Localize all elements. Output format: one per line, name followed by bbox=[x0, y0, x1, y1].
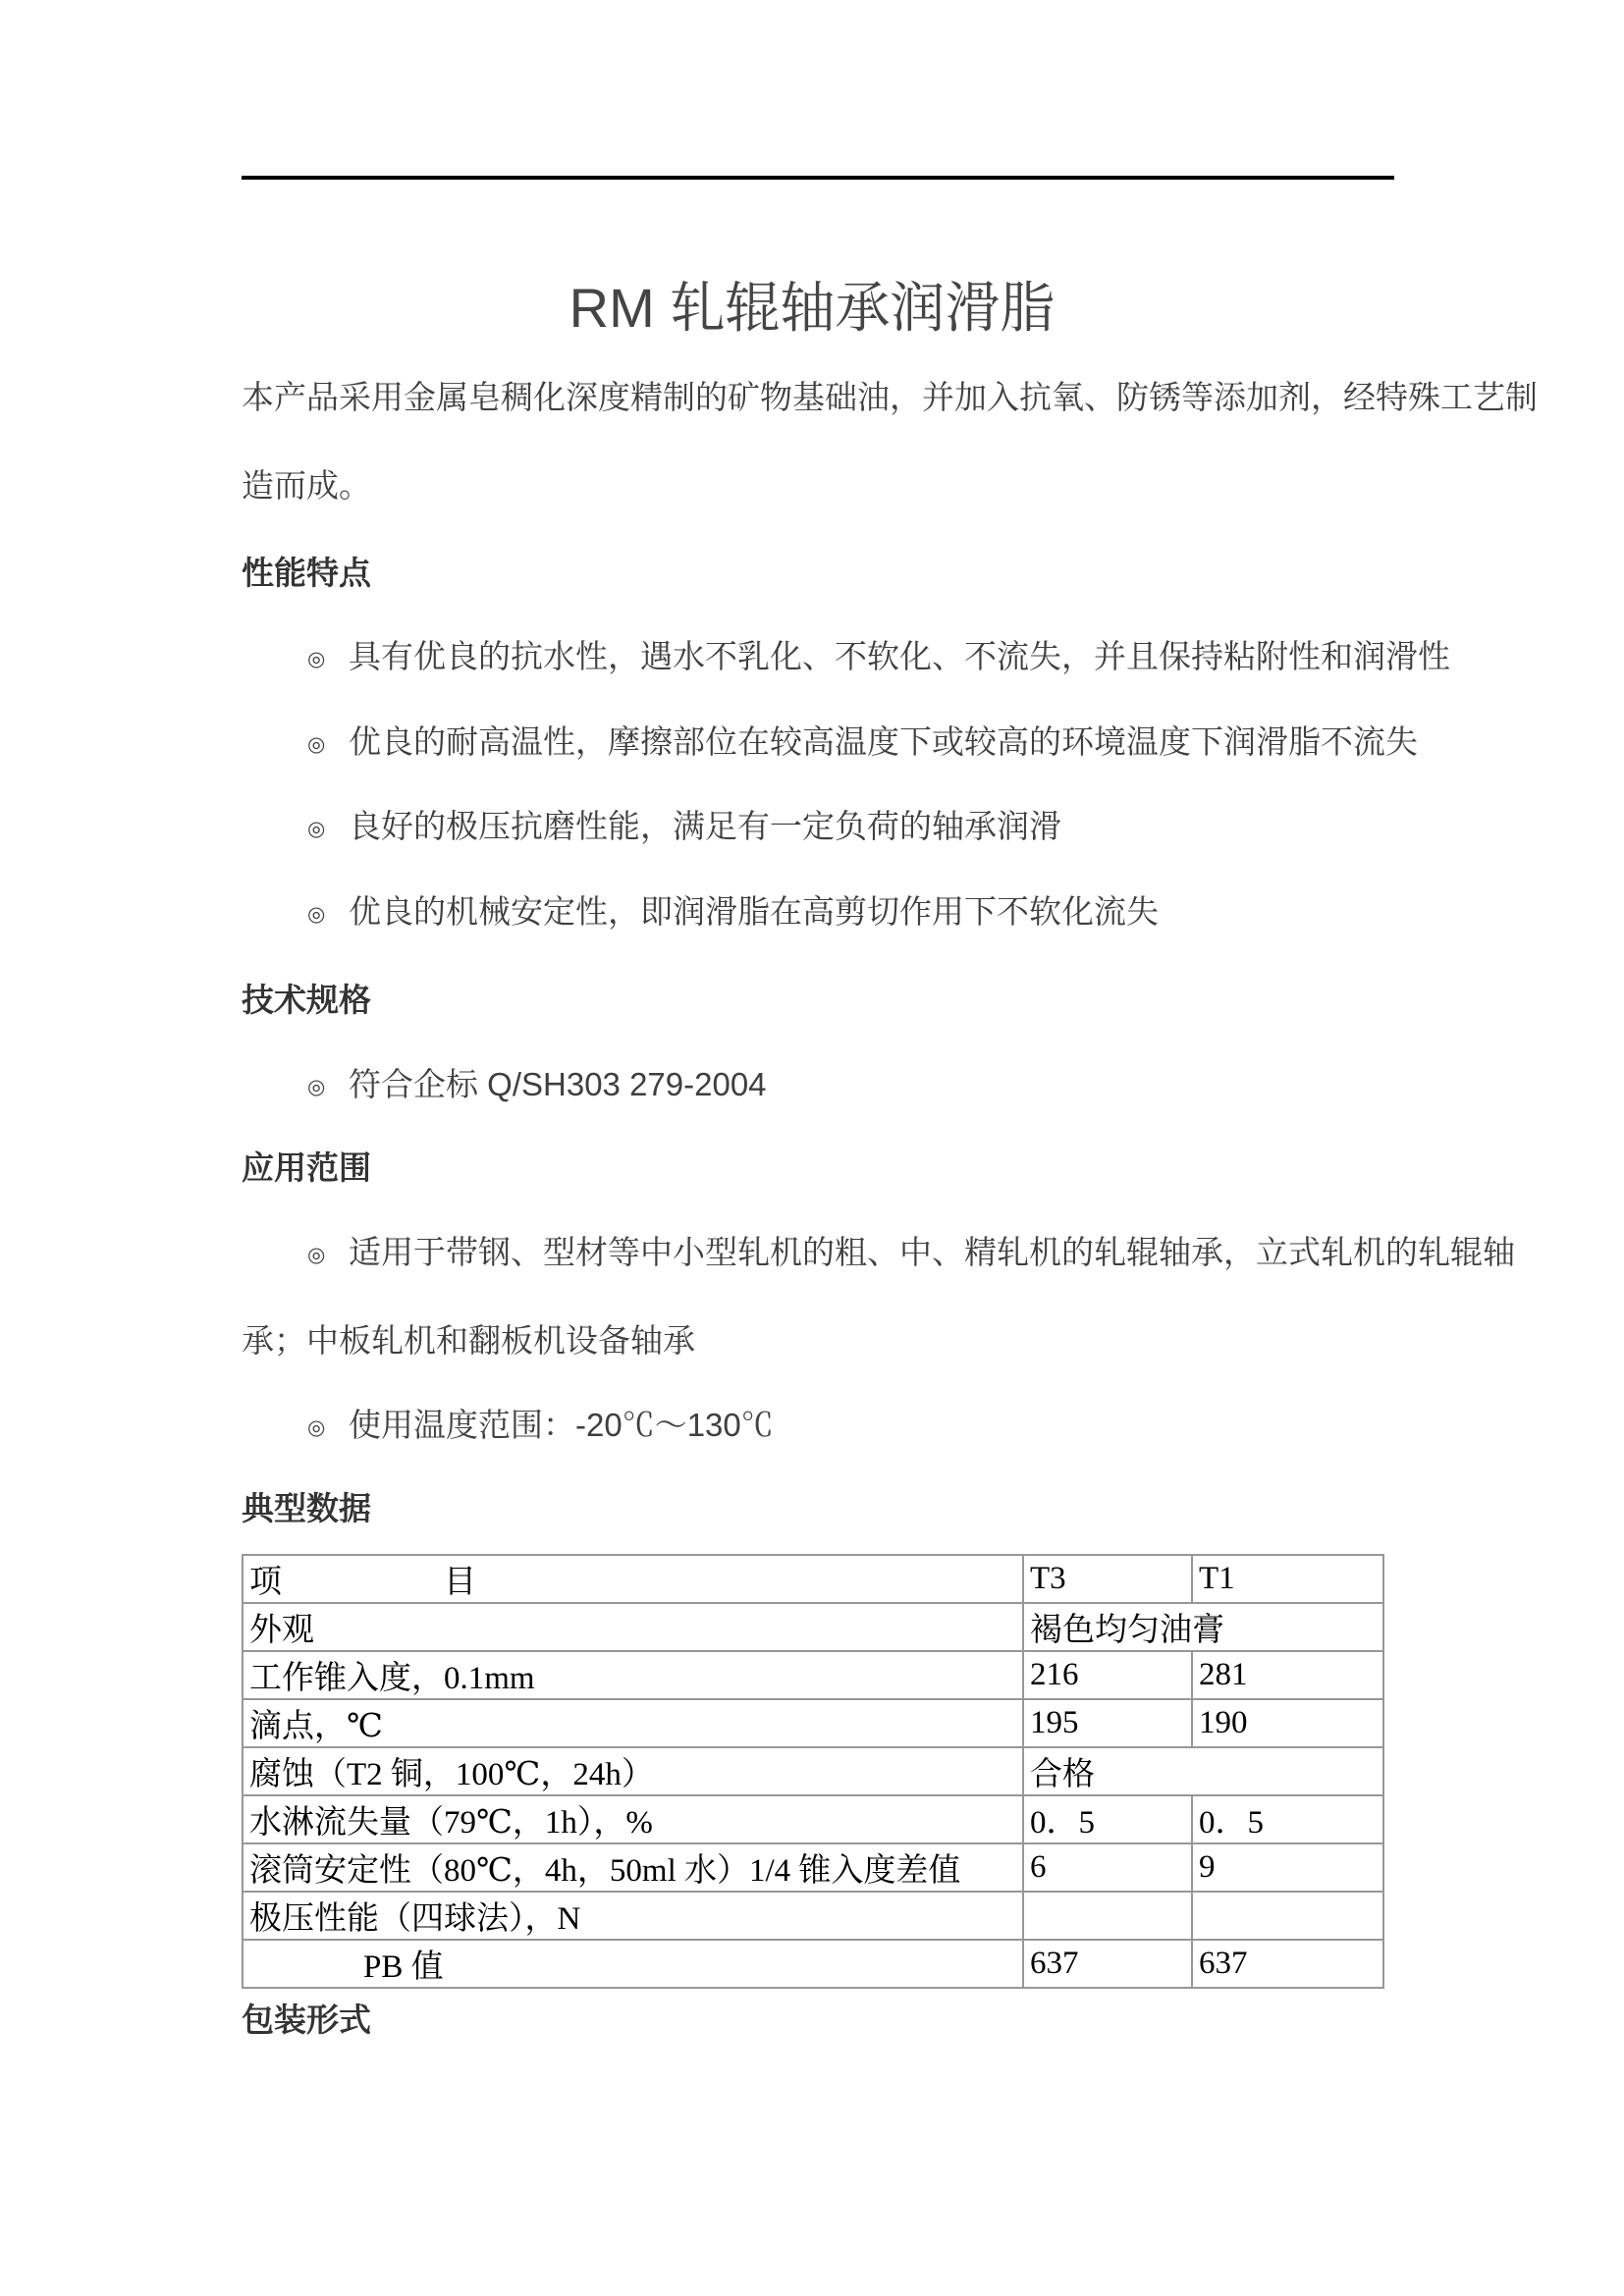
intro-line-2: 造而成。 bbox=[242, 467, 371, 504]
bullet-icon: ◎ bbox=[307, 1244, 326, 1266]
table-row bbox=[243, 1843, 1383, 1892]
application-text: 适用于带钢、型材等中小型轧机的粗、中、精轧机的轧辊轴承，立式轧机的轧辊轴 bbox=[349, 1234, 1515, 1270]
row-t1-cell: 190 bbox=[1192, 1699, 1383, 1747]
row-label-cell: 滚筒安定性（80℃，4h，50ml 水）1/4 锥入度差值 bbox=[243, 1843, 1023, 1892]
header-t1-cell: T1 bbox=[1192, 1555, 1383, 1603]
header-t3-cell: T3 bbox=[1023, 1555, 1192, 1603]
row-t3-cell bbox=[1023, 1892, 1192, 1940]
feature-text: 优良的耐高温性，摩擦部位在较高温度下或较高的环境温度下润滑脂不流失 bbox=[349, 723, 1418, 760]
table-row bbox=[243, 1940, 1383, 1988]
bullet-icon: ◎ bbox=[307, 733, 326, 756]
feature-item bbox=[307, 805, 1427, 851]
row-label-cell: 水淋流失量（79℃，1h），% bbox=[243, 1795, 1023, 1843]
row-t1-cell: 637 bbox=[1192, 1940, 1383, 1988]
feature-text: 具有优良的抗水性，遇水不乳化、不软化、不流失，并且保持粘附性和润滑性 bbox=[349, 638, 1450, 674]
row-label-cell: 工作锥入度，0.1mm bbox=[243, 1651, 1023, 1699]
table-row bbox=[243, 1651, 1383, 1699]
temperature-range-text: 使用温度范围：-20℃～130℃ bbox=[349, 1407, 774, 1443]
feature-item bbox=[307, 635, 1450, 681]
table-row bbox=[243, 1795, 1383, 1843]
row-t3-cell: 6 bbox=[1023, 1843, 1192, 1892]
row-t1-cell: 281 bbox=[1192, 1651, 1383, 1699]
top-rule bbox=[242, 176, 1394, 180]
page-title: RM 轧辊轴承润滑脂 bbox=[568, 277, 1056, 339]
row-t1-cell bbox=[1192, 1892, 1383, 1940]
row-t3-cell: 637 bbox=[1023, 1940, 1192, 1988]
feature-text: 良好的极压抗磨性能，满足有一定负荷的轴承润滑 bbox=[349, 808, 1061, 844]
heading-features: 性能特点 bbox=[242, 555, 371, 591]
row-t3-cell: 195 bbox=[1023, 1699, 1192, 1747]
table-header-row bbox=[243, 1555, 1383, 1603]
table-row bbox=[243, 1603, 1383, 1651]
bullet-icon: ◎ bbox=[307, 903, 326, 926]
heading-specs: 技术规格 bbox=[242, 982, 371, 1018]
row-label-cell: PB 值 bbox=[243, 1940, 1023, 1988]
row-value-cell: 褐色均匀油膏 bbox=[1023, 1603, 1383, 1651]
table-row bbox=[243, 1699, 1383, 1747]
typical-data-table bbox=[242, 1554, 1384, 1989]
row-t1-cell: 0．5 bbox=[1192, 1795, 1383, 1843]
bullet-icon: ◎ bbox=[307, 1416, 326, 1439]
feature-text: 优良的机械安定性，即润滑脂在高剪切作用下不软化流失 bbox=[349, 893, 1159, 930]
bullet-icon: ◎ bbox=[307, 1076, 326, 1098]
table-row bbox=[243, 1892, 1383, 1940]
row-t3-cell: 216 bbox=[1023, 1651, 1192, 1699]
intro-line-1: 本产品采用金属皂稠化深度精制的矿物基础油，并加入抗氧、防锈等添加剂，经特殊工艺制 bbox=[242, 379, 1538, 415]
row-t3-cell: 0．5 bbox=[1023, 1795, 1192, 1843]
spec-text: 符合企标 Q/SH303 279-2004 bbox=[349, 1066, 767, 1102]
heading-applications: 应用范围 bbox=[242, 1149, 371, 1186]
application-text-continuation: 承；中板轧机和翻板机设备轴承 bbox=[242, 1322, 695, 1359]
feature-item bbox=[307, 721, 1427, 767]
row-label-cell: 腐蚀（T2 铜，100℃，24h） bbox=[243, 1747, 1023, 1795]
row-label-cell: 滴点，℃ bbox=[243, 1699, 1023, 1747]
heading-typical-data: 典型数据 bbox=[242, 1490, 371, 1526]
row-label-cell: 外观 bbox=[243, 1603, 1023, 1651]
row-label-cell: 极压性能（四球法），N bbox=[243, 1892, 1023, 1940]
application-item bbox=[307, 1231, 1515, 1277]
row-t1-cell: 9 bbox=[1192, 1843, 1383, 1892]
spec-item bbox=[307, 1063, 1427, 1109]
table-row bbox=[243, 1747, 1383, 1795]
application-item bbox=[307, 1404, 1427, 1450]
heading-packaging: 包装形式 bbox=[242, 2002, 371, 2038]
bullet-icon: ◎ bbox=[307, 648, 326, 670]
row-value-cell: 合格 bbox=[1023, 1747, 1383, 1795]
feature-item bbox=[307, 890, 1427, 936]
bullet-icon: ◎ bbox=[307, 818, 326, 840]
header-item-cell: 项 目 bbox=[243, 1555, 1023, 1603]
